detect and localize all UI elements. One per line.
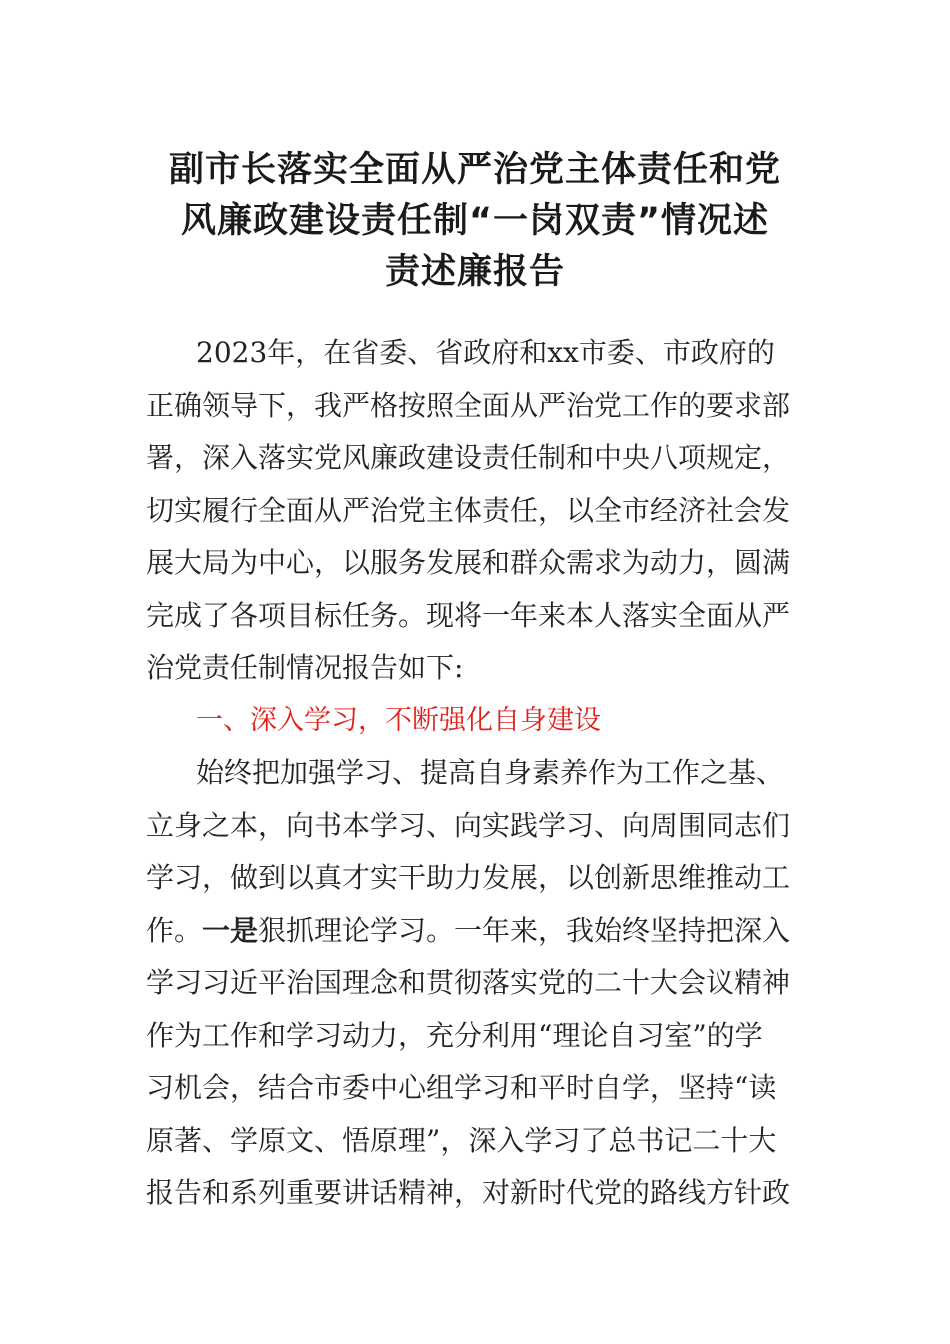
paragraph-line: 展大局为中心，以服务发展和群众需求为动力，圆满 [146, 546, 791, 579]
title-line: 副市长落实全面从严治党主体责任和党 [168, 150, 781, 190]
paragraph-line: 作为工作和学习动力，充分利用“理论自习室”的学 [146, 1018, 763, 1052]
document-title [120, 145, 830, 298]
paragraph-line: 治党责任制情况报告如下: [146, 651, 464, 684]
paragraph-line: 始终把加强学习、提高自身素养作为工作之基、 [196, 756, 785, 789]
section-heading: 一、深入学习，不断强化自身建设 [196, 704, 601, 736]
paragraph-line: 原著、学原文、悟原理”，深入学习了总书记二十大 [146, 1123, 777, 1157]
paragraph-line: 学习习近平治国理念和贯彻落实党的二十大会议精神 [146, 966, 791, 999]
paragraph-line: 立身之本，向书本学习、向实践学习、向周围同志们 [146, 808, 791, 842]
document-body [146, 327, 804, 1220]
text-segment: 狠抓理论学习。一年来，我始终坚持把深入 [258, 913, 791, 947]
paragraph-line [146, 905, 804, 958]
paragraph-line: 2023年，在省委、省政府和xx市委、市政府的 [196, 336, 775, 369]
paragraph-line: 报告和系列重要讲话精神，对新时代党的路线方针政 [146, 1176, 791, 1209]
title-line: 责述廉报告 [384, 252, 565, 292]
bold-marker: 一是 [202, 913, 259, 947]
paragraph-line: 正确领导下，我严格按照全面从严治党工作的要求部 [146, 388, 791, 422]
title-line: 风廉政建设责任制“一岗双责”情况述 [180, 201, 769, 241]
paragraph-line: 学习，做到以真才实干助力发展，以创新思维推动工 [146, 861, 791, 894]
paragraph-line: 切实履行全面从严治党主体责任，以全市经济社会发 [146, 493, 791, 527]
text-segment: 作。 [146, 913, 203, 947]
paragraph-line: 习机会，结合市委中心组学习和平时自学，坚持“读 [146, 1071, 777, 1104]
paragraph-line: 完成了各项目标任务。现将一年来本人落实全面从严 [146, 598, 791, 632]
paragraph-line: 署，深入落实党风廉政建设责任制和中央八项规定， [146, 441, 791, 474]
